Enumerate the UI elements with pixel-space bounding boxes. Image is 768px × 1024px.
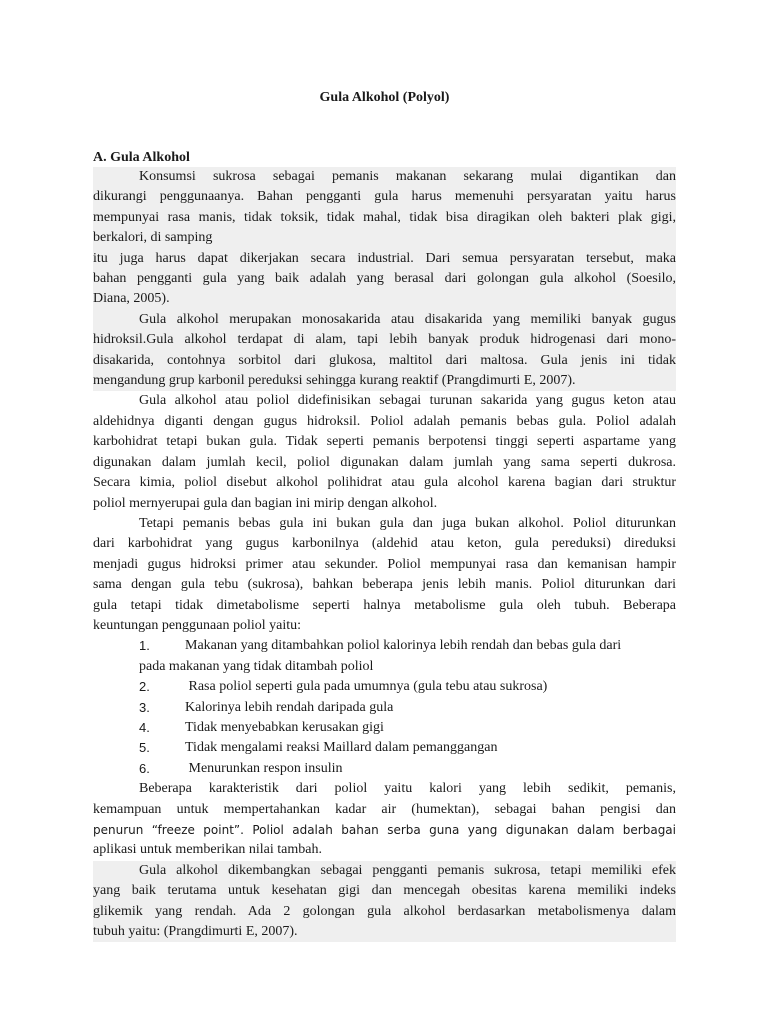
text-line: aldehidnya diganti dengan gugus hidroksil. Poliol adalah pemanis bebas gula. Poliol adalah: [93, 413, 676, 429]
list-text: Tidak mengalami reaksi Maillard dalam pemanggangan: [185, 740, 498, 756]
text-line: kemampuan untuk mempertahankan kadar air (humektan), sebagai bahan pengisi dan: [93, 801, 676, 817]
text-line: glikemik yang rendah. Ada 2 golongan gula alkohol berdasarkan metabolismenya dalam: [93, 903, 676, 919]
paragraph-3: [93, 391, 676, 513]
list-text: Menurunkan respon insulin: [185, 760, 343, 776]
text-line: itu juga harus dapat dikerjakan secara industrial. Dari semua persyaratan tersebut, maka: [93, 250, 676, 266]
paragraph-2: [93, 310, 676, 392]
list-number: 5.: [139, 740, 150, 756]
text-line: keuntungan penggunaan poliol yaitu:: [93, 617, 302, 633]
list-item: [93, 636, 676, 677]
text-line: gula tetapi tidak dimetabolisme seperti halnya metabolisme gula oleh tubuh. Beberapa: [93, 597, 676, 613]
text-line: disakarida, contohnya sorbitol dari glukosa, maltitol dari maltosa. Gula jenis ini tidak: [93, 352, 676, 368]
list-number: 1.: [139, 638, 150, 654]
document-body: [93, 167, 676, 942]
text-line: Konsumsi sukrosa sebagai pemanis makanan sekarang mulai digantikan dan: [139, 169, 676, 184]
list-number: 4.: [139, 719, 150, 735]
text-line: berkalori, di samping: [93, 230, 213, 246]
text-line: tubuh yaitu: (Prangdimurti E, 2007).: [93, 924, 298, 940]
text-line: digunakan dalam jumlah kecil, poliol digunakan dalam jumlah yang sama seperti dukrosa.: [93, 454, 676, 470]
list-text: Makanan yang ditambahkan poliol kalorinya lebih rendah dan bebas gula dari: [185, 638, 622, 654]
text-line: dikurangi penggunaanya. Bahan pengganti gula harus memenuhi persyaratan yaitu harus: [93, 189, 676, 205]
list-item: [93, 738, 676, 758]
paragraph-1: [93, 167, 676, 310]
text-line: dari karbohidrat yang gugus karbonilnya (aldehid atau keton, gula pereduksi) direduksi: [93, 536, 676, 552]
text-line: penurun “freeze point”. Poliol adalah bahan serba guna yang digunakan dalam berbagai: [93, 823, 676, 837]
list-number: 2.: [139, 679, 150, 695]
list-text-continued: pada makanan yang tidak ditambah poliol: [139, 658, 374, 674]
text-line: Gula alkohol dikembangkan sebagai pengganti pemanis sukrosa, tetapi memiliki efek: [139, 862, 676, 878]
text-line: mengandung grup karbonil pereduksi sehingga kurang reaktif (Prangdimurti E, 2007).: [93, 373, 576, 389]
text-line: poliol mernyerupai gula dan bagian ini mirip dengan alkohol.: [93, 495, 438, 511]
text-line: Gula alkohol merupakan monosakarida atau disakarida yang memiliki banyak gugus: [139, 311, 676, 327]
list-text: Rasa poliol seperti gula pada umumnya (gula tebu atau sukrosa): [185, 679, 548, 695]
text-line: Gula alkohol atau poliol didefinisikan sebagai turunan sakarida yang gugus keton atau: [139, 393, 676, 409]
list-item: [93, 677, 676, 697]
text-line: Secara kimia, poliol disebut alkohol polihidrat atau gula alcohol karena bagian dari struktur: [93, 475, 676, 491]
list-number: 3.: [139, 699, 150, 715]
list-text: Kalorinya lebih rendah daripada gula: [185, 699, 394, 715]
text-line: yang baik terutama untuk kesehatan gigi dan mencegah obesitas karena memiliki indeks: [93, 883, 676, 899]
text-line: sama dengan gula tebu (sukrosa), bahkan beberapa jenis lebih manis. Poliol diturunkan dari: [93, 577, 676, 593]
text-line: mempunyai rasa manis, tidak toksik, tidak mahal, tidak bisa diragikan oleh bakteri plak gigi,: [93, 209, 676, 225]
paragraph-6: [93, 861, 676, 943]
paragraph-4: [93, 514, 676, 636]
text-line: menjadi gugus hidroksi primer atau sekunder. Poliol mempunyai rasa dan kemanisan hampir: [93, 556, 676, 572]
list-item: [93, 759, 676, 779]
text-line: aplikasi untuk memberikan nilai tambah.: [93, 842, 322, 858]
document-title: Gula Alkohol (Polyol): [319, 90, 450, 105]
list-item: [93, 718, 676, 738]
list-number: 6.: [139, 760, 150, 776]
list-text: Tidak menyebabkan kerusakan gigi: [185, 719, 384, 735]
text-line: Tetapi pemanis bebas gula ini bukan gula dan juga bukan alkohol. Poliol diturunkan: [139, 515, 676, 531]
text-line: hidroksil.Gula alkohol terdapat di alam, tapi lebih banyak produk hidrogenasi dari mono-: [93, 332, 676, 348]
text-line: Beberapa karakteristik dari poliol yaitu kalori yang lebih sedikit, pemanis,: [139, 781, 676, 797]
text-line: bahan pengganti gula yang baik adalah yang berasal dari golongan gula alkohol (Soesilo,: [93, 271, 676, 287]
text-line: karbohidrat tetapi bukan gula. Tidak seperti pemanis berpotensi tinggi seperti aspartame yang: [93, 434, 676, 450]
list-item: [93, 698, 676, 718]
text-line: Diana, 2005).: [93, 291, 170, 307]
paragraph-5: [93, 779, 676, 861]
benefits-list: [93, 636, 676, 779]
section-heading: A. Gula Alkohol: [93, 150, 190, 165]
